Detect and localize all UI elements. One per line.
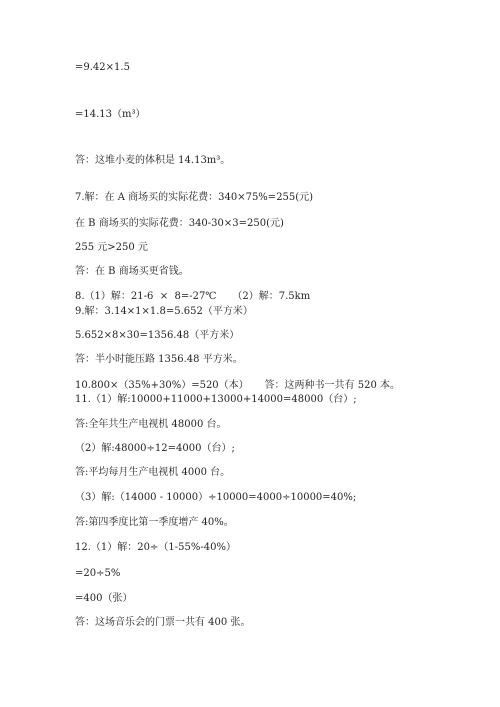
text-line: 7.解：在 A 商场买的实际花费：340×75%=255(元) bbox=[75, 192, 314, 203]
text-line: 答:第四季度比第一季度增产 40%。 bbox=[75, 517, 234, 528]
text-line: =400（张） bbox=[75, 593, 133, 604]
text-line: 答:全年共生产电视机 48000 台。 bbox=[75, 419, 227, 430]
text-line: 12.（1）解：20÷（1-55%-40%） bbox=[75, 542, 236, 553]
text-line: （3）解:（14000 - 10000）÷10000=4000÷10000=40%; bbox=[75, 492, 357, 503]
text-line: 8.（1）解：21-6 × 8=-27℃ （2）解：7.5km bbox=[75, 291, 311, 302]
text-line: =9.42×1.5 bbox=[75, 62, 130, 73]
text-line: 在 B 商场买的实际花费：340-30×3=250(元) bbox=[75, 218, 284, 229]
text-line: 10.800×（35%+30%）=520（本） 答：这两种书一共有 520 本。 bbox=[75, 380, 401, 391]
text-line: 5.652×8×30=1356.48（平方米） bbox=[75, 330, 240, 341]
text-line: 255 元>250 元 bbox=[75, 242, 148, 253]
text-line: 答：这堆小麦的体积是 14.13m³。 bbox=[75, 155, 231, 166]
text-line: 答：半小时能压路 1356.48 平方米。 bbox=[75, 354, 243, 365]
text-line: =14.13（m³） bbox=[75, 109, 146, 120]
text-line: =20÷5% bbox=[75, 568, 121, 579]
text-line: 答：这场音乐会的门票一共有 400 张。 bbox=[75, 617, 251, 628]
text-line: 11.（1）解:10000+11000+13000+14000=48000（台）; bbox=[75, 394, 357, 405]
text-line: 答:平均每月生产电视机 4000 台。 bbox=[75, 467, 231, 478]
text-line: 答：在 B 商场买更省钱。 bbox=[75, 266, 189, 277]
text-line: 9.解：3.14×1×1.8=5.652（平方米） bbox=[75, 306, 253, 317]
text-line: （2）解:48000÷12=4000（台）; bbox=[75, 443, 235, 454]
